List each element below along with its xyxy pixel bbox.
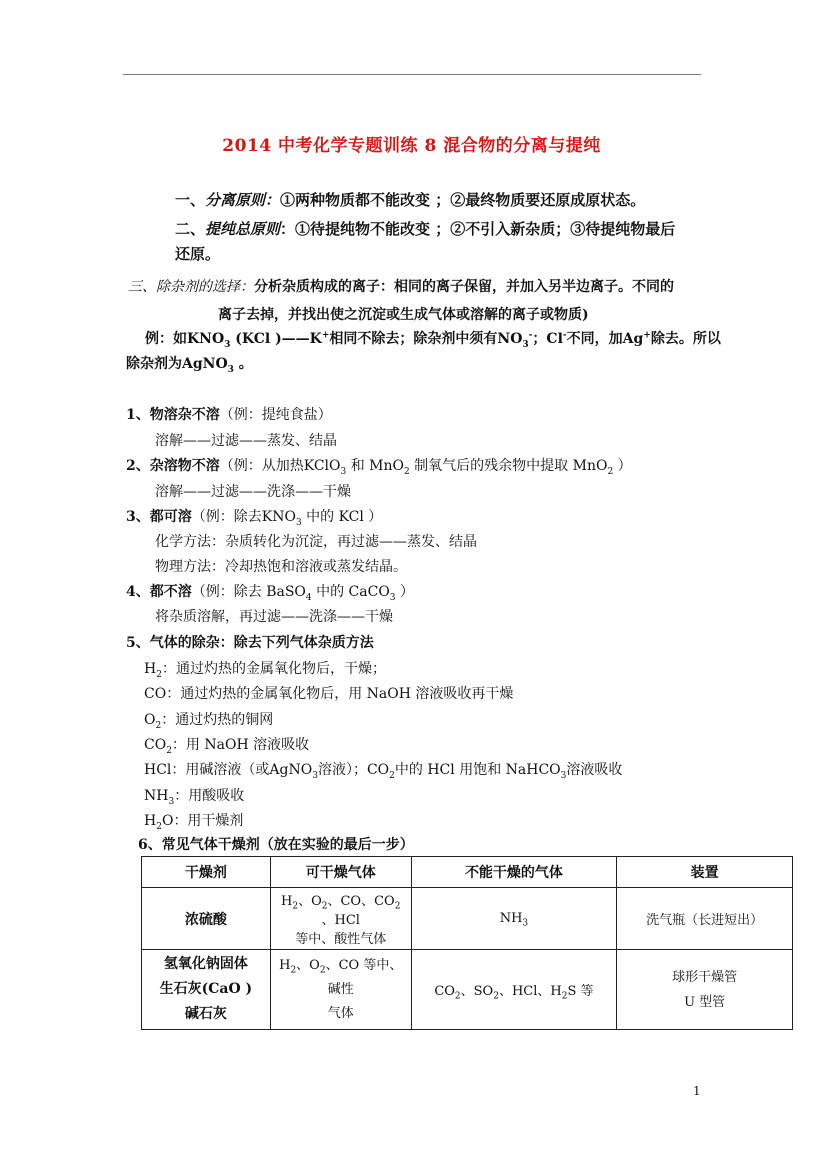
principle-2-title: 提纯总原则 (205, 220, 281, 238)
principle-2-cont: 还原。 (175, 245, 221, 263)
method-4-step: 将杂质溶解，再过滤——洗涤——干燥 (155, 609, 393, 625)
method-4-head: 都不溶 (149, 584, 192, 600)
method-1 (126, 404, 332, 424)
method-2-num: 2、 (126, 458, 150, 474)
table-cell-device (617, 950, 793, 1030)
table-cell-gases-tail: 等中、碱性 (327, 957, 403, 997)
table-cell-gases-tail2: 气体 (327, 1005, 354, 1021)
method-2: 2、杂溶物不溶（例：从加热KClO$_3$ 和 MnO$_2$ 制氧气后的残余物中提取 MnO$_2$ ） (126, 458, 632, 477)
gas-hcl-text-e: 溶液吸收 (566, 762, 623, 778)
table-header-cell: 不能干燥的气体 (411, 857, 617, 888)
page-title: 2014 中考化学专题训练 8 混合物的分离与提纯 (222, 136, 601, 156)
agent-cao: 生石灰(CaO ) (159, 981, 253, 997)
gas-hcl-text-b: 溶液）； (317, 762, 367, 778)
method-3-note-a: （例：除去 (191, 509, 262, 525)
table-cell-not-dry: $CO_2$、$SO_2$、HCl、$H_2S$ 等 (411, 950, 617, 1030)
table-cell-gases-tail: 等中、酸性气体 (295, 932, 387, 947)
method-1-num: 1、 (126, 407, 150, 423)
gas-co2-text-a: ：用 (171, 737, 200, 753)
principle-1-title: 分离原则： (205, 191, 281, 209)
reagent-text: 分析杂质构成的离子：相同的离子保留，并加入另半边离子。不同的 (254, 279, 674, 295)
method-1-note: （例：提纯食盐） (219, 407, 332, 423)
gas-h2o-text: ：用干燥剂 (173, 813, 244, 829)
gas-h2o: $H_2O$：用干燥剂 (144, 813, 244, 832)
gas-co-text-b: 溶液吸收再干燥 (415, 686, 514, 702)
method-2-note-a: （例：从加热 (219, 458, 304, 474)
method-2-note-b: 和 (350, 458, 365, 474)
reagent-label: 三、除杂剂的选择： (128, 279, 254, 295)
reagent-example: 例：如$KNO_3$ (KCl )——K+相同不除去；除杂剂中须有$NO_3^-$；Cl-不同，加Ag+除去。所以 (145, 330, 721, 350)
method-4-note-b: 中的 (316, 584, 345, 600)
table-header-row (142, 857, 793, 888)
method-3-step-2: 物理方法：冷却热饱和溶液或蒸发结晶。 (155, 559, 407, 575)
reagent-example-cont: 除杂剂为AgNO$_3$ 。 (126, 356, 253, 375)
reagent-line-2: 离子去掉，并找出使之沉淀或生成气体或溶解的离子或物质) (218, 307, 589, 323)
method-4-num: 4、 (126, 584, 150, 600)
page-number: 1 (693, 1084, 701, 1098)
example-mid2: 不同，加 (566, 331, 623, 347)
gas-o2: $O_2$：通过灼热的铜网 (144, 712, 274, 731)
table-cell-not-dry-tail: 等 (580, 984, 594, 999)
table-cell-gases: $H_2$、$O_2$、CO 等中、碱性 气体 (270, 950, 411, 1030)
gas-h2: $H_2$：通过灼热的金属氧化物后，干燥； (144, 661, 386, 680)
agent-naoh: 氢氧化钠固体 (163, 956, 248, 972)
gas-co: CO：通过灼热的金属氧化物后，用 NaOH 溶液吸收再干燥 (144, 686, 514, 702)
method-4-note-a: （例：除去 (191, 584, 262, 600)
table-cell-gases: $H_2$、$O_2$、CO、$CO_2$ 、HCl 等中、酸性气体 (270, 888, 411, 950)
method-3-step-1: 化学方法：杂质转化为沉淀，再过滤——蒸发、结晶 (155, 534, 477, 550)
device-u-tube: U 型管 (684, 994, 726, 1010)
gas-co-text-a: ：通过灼热的金属氧化物后，用 (166, 686, 363, 702)
table-header-cell: 干燥剂 (142, 857, 271, 888)
reagent-line-1 (128, 276, 674, 296)
method-3-note-b: 中的 (306, 509, 335, 525)
method-3-num: 3、 (126, 509, 150, 525)
drying-agent-table (141, 856, 793, 1030)
table-row (142, 950, 793, 1030)
table-header-cell: 装置 (617, 857, 793, 888)
principle-2-label: 二、 (175, 220, 206, 238)
method-4: 4、都不溶（例：除去 BaSO$_4$ 中的 CaCO$_3$ ） (126, 584, 414, 603)
gas-h2-text: ：通过灼热的金属氧化物后，干燥； (161, 661, 386, 677)
table-header-cell: 可干燥气体 (270, 857, 411, 888)
table-row (142, 888, 793, 950)
example-end: 除去。所以 (650, 331, 721, 347)
table-cell-agent: 浓硫酸 (142, 888, 271, 950)
gas-o2-text: ：通过灼热的铜网 (161, 712, 274, 728)
method-3-head: 都可溶 (149, 509, 192, 525)
principle-1-label: 一、 (175, 191, 206, 209)
device-drying-tube: 球形干燥管 (672, 969, 738, 985)
method-2-note-c: 制氧气后的残余物中提取 (414, 458, 569, 474)
principle-1-text: ①两种物质都不能改变 ；②最终物质要还原成原状态。 (280, 191, 646, 209)
method-3: 3、都可溶（例：除去$KNO_3$ 中的 KCl ） (126, 509, 383, 528)
gas-nh3: $NH_3$：用酸吸收 (144, 788, 245, 807)
table-cell-device: 洗气瓶（长进短出） (617, 888, 793, 950)
example-mid: 相同不除去；除杂剂中须有 (329, 331, 498, 347)
gas-hcl-text-d: 用饱和 (459, 762, 502, 778)
gas-hcl-text-c: 中的 (394, 762, 423, 778)
method-2-step: 溶解——过滤——洗涤——干燥 (155, 484, 351, 500)
example-prefix: 例：如 (145, 331, 187, 347)
gas-co2: $CO_2$：用 NaOH 溶液吸收 (144, 737, 310, 756)
gas-co2-text-b: 溶液吸收 (253, 737, 310, 753)
table-cell-agent (142, 950, 271, 1030)
principle-1 (175, 189, 645, 210)
method-1-step: 溶解——过滤——蒸发、结晶 (155, 433, 337, 449)
agent-soda-lime: 碱石灰 (184, 1006, 227, 1022)
method-1-head: 物溶杂不溶 (149, 407, 220, 423)
example-last: 除杂剂为 (126, 356, 182, 372)
gas-nh3-text: ：用酸吸收 (174, 788, 245, 804)
gas-heading: 5、气体的除杂：除去下列气体杂质方法 (126, 635, 374, 651)
dry-heading: 6、常见气体干燥剂（放在实验的最后一步） (138, 837, 414, 853)
gas-hcl-text-a: ：用碱溶液（或 (171, 762, 270, 778)
principle-2-text: ：①待提纯物不能改变 ；②不引入新杂质；③待提纯物最后 (280, 220, 676, 238)
table-cell-not-dry: $NH_3$ (411, 888, 617, 950)
gas-hcl: HCl：用碱溶液（或AgNO$_3$溶液）；$CO_2$中的 HCl 用饱和 NaHCO$_3$溶液吸收 (144, 762, 623, 781)
method-2-head: 杂溶物不溶 (149, 458, 220, 474)
principle-2 (175, 218, 675, 239)
header-rule (123, 74, 701, 75)
